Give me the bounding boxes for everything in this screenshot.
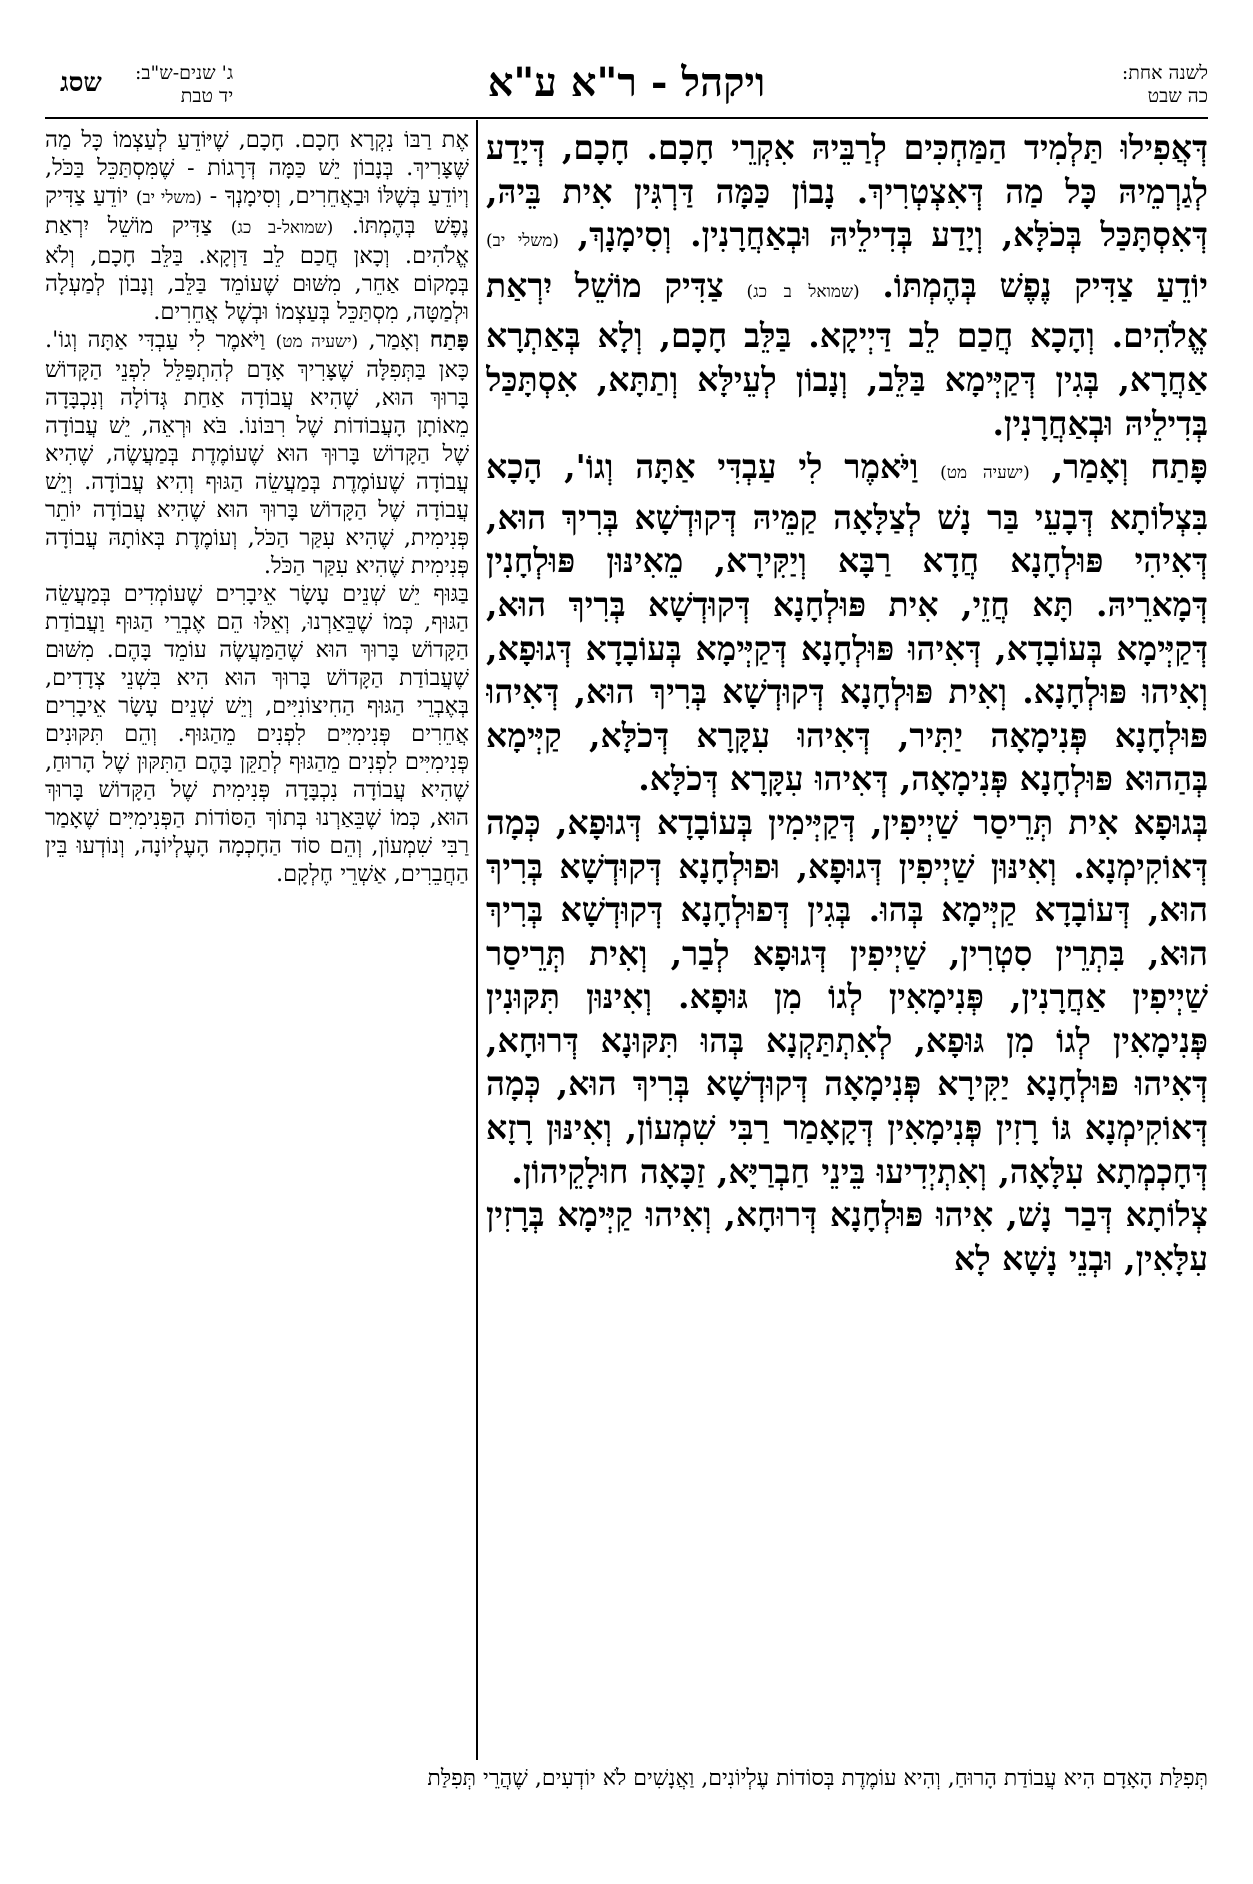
- header-schedule-three-years: [135, 62, 233, 108]
- translation-paragraph: בַּגּוּף יֵשׁ שְׁנֵים עָשָׂר אֵיבָרִים שֶׁעוֹמְדִים בְּמַעֲשֵׂה הַגּוּף, כְּמוֹ שֶׁבֵּאַרְנוּ, וְאֵלּוּ הֵם אֶבְרֵי הַגּוּף וַעֲבוֹדַת הַקָּדוֹשׁ בָּרוּךְ הוּא שֶׁהַמַּעֲשֶׂה עוֹמֵד בָּהֶם. מִשּׁוּם שֶׁעֲבוֹדַת הַקָּדוֹשׁ בָּרוּךְ הוּא הִיא בִּשְׁנֵי צְדָדִים, בְּאֶבְרֵי הַגּוּף הַחִיצוֹנִיִּים, וְיֵשׁ שְׁנֵים עָשָׂר אֵיבָרִים אֲחֵרִים פְּנִימִיִּים לִפְנִים מֵהַגּוּף. וְהֵם תִּקּוּנִים פְּנִימִיִּים לִפְנִים מֵהַגּוּף לְתַקֵּן בָּהֶם הַתִּקּוּן שֶׁל הָרוּחַ, שֶׁהִיא עֲבוֹדָה נִכְבָּדָה פְּנִימִית שֶׁל הַקָּדוֹשׁ בָּרוּךְ הוּא, כְּמוֹ שֶׁבֵּאַרְנוּ בְּתוֹךְ הַסּוֹדוֹת הַפְּנִימִיִּים שֶׁאָמַר רַבִּי שִׁמְעוֹן, וְהֵם סוֹד הַחָכְמָה הָעֶלְיוֹנָה, וְנוֹדְעוּ בֵּין הַחֲבֵרִים, אַשְׁרֵי חֶלְקָם.: [45, 581, 469, 887]
- paragraph-opener: פָּתַח: [429, 327, 469, 353]
- source-reference: (משלי יב): [486, 231, 559, 252]
- header-three-years-label: ג' שנים-ש"ב:: [135, 62, 234, 84]
- main-paragraph: צְלוֹתָא דְּבַר נָשׁ, אִיהוּ פּוּלְחָנָא דְּרוּחָא, וְאִיהוּ קַיְּימָא בְּרָזִין עִלָּאִין, וּבְנֵי נָשָׁא לָא: [486, 1195, 1208, 1278]
- main-paragraph: פָּתַח וְאָמַר, (ישעיה מט) וַיֹּאמֶר לִי עַבְדִּי אַתָּה וְגוֹ', הָכָא בִּצְלוֹתָא דְּבָעֵי בַּר נָשׁ לְצַלָּאָה קַמֵּיהּ דְּקוּדְשָׁא בְּרִיךְ הוּא, דְּאִיהִי פּוּלְחָנָא חֲדָא רַבָּא וְיַקִּירָא, מֵאִינּוּן פּוּלְחָנִין דְּמָארֵיהּ. תָּא חֲזֵי, אִית פּוּלְחָנָא דְּקוּדְשָׁא בְּרִיךְ הוּא, דְּקַיְּימָא בְּעוֹבָדָא, דְּאִיהוּ פּוּלְחָנָא דְּקַיְּימָא בְּעוֹבָדָא דְּגוּפָא, וְאִיהוּ פּוּלְחָנָא. וְאִית פּוּלְחָנָא דְּקוּדְשָׁא בְּרִיךְ הוּא, דְּאִיהוּ פּוּלְחָנָא פְּנִימָאָה יַתִּיר, דְּאִיהוּ עִקָּרָא דְּכֹלָּא, קַיְּימָא בְּהַהוּא פּוּלְחָנָא פְּנִימָאָה, דְּאִיהוּ עִקָּרָא דְּכֹלָּא.: [486, 447, 1208, 799]
- header-one-year-label: לשנה אחת:: [1121, 62, 1208, 84]
- translation-paragraph: פָּתַח וְאָמַר, (ישעיה מט) וַיֹּאמֶר לִי עַבְדִּי אַתָּה וְגוֹ'. כָּאן בַּתְּפִלָּה שֶׁצָּרִיךְ אָדָם לְהִתְפַּלֵּל לִפְנֵי הַקָּדוֹשׁ בָּרוּךְ הוּא, שֶׁהִיא עֲבוֹדָה אַחַת גְּדוֹלָה וְנִכְבָּדָה מֵאוֹתָן הָעֲבוֹדוֹת שֶׁל רִבּוֹנוֹ. בֹּא וּרְאֵה, יֵשׁ עֲבוֹדָה שֶׁל הַקָּדוֹשׁ בָּרוּךְ הוּא שֶׁעוֹמֶדֶת בְּמַעֲשֶׂה, שֶׁהִיא עֲבוֹדָה שֶׁעוֹמֶדֶת בְּמַעֲשֵׂה הַגּוּף וְהִיא עֲבוֹדָה. וְיֵשׁ עֲבוֹדָה שֶׁל הַקָּדוֹשׁ בָּרוּךְ הוּא שֶׁהִיא עֲבוֹדָה יוֹתֵר פְּנִימִית, שֶׁהִיא עִקַּר הַכֹּל, וְעוֹמֶדֶת בְּאוֹתָהּ עֲבוֹדָה פְּנִימִית שֶׁהִיא עִקַּר הַכֹּל.: [45, 327, 469, 579]
- column-divider: [476, 120, 478, 1760]
- paragraph-opener: פָּתַח: [1150, 447, 1208, 487]
- header-divider: [45, 117, 1208, 119]
- page-title: ויקהל - ר"א ע"א: [487, 59, 766, 106]
- main-text-column: [486, 126, 1208, 1760]
- main-paragraph: דְּאֲפִילוּ תַּלְמִיד הַמַּחְכִּים לְרַבֵּיהּ אִקְרֵי חָכָם. חָכָם, דְּיָדַע לְגַרְמֵיהּ כָּל מַה דְּאִצְטְרִיךְ. נָבוֹן כַּמָּה דַּרְגִּין אִית בֵּיהּ, דְּאִסְתָּכַּל בְּכֹלָּא, וְיָדַע בְּדִילֵיהּ וּבְאַחֲרָנִין. וְסִימָנָךְ, (משלי יב) יוֹדֵעַ צַדִּיק נֶפֶשׁ בְּהֶמְתּוֹ. (שמואל ב כג) צַדִּיק מוֹשֵׁל יִרְאַת אֱלֹהִים. וְהָכָא חֲכַם לֵב דַּיְיקָא. בַּלֵּב חָכָם, וְלָא בְּאַתְרָא אַחֲרָא, בְּגִין דְּקַיְּימָא בַּלֵּב, וְנָבוֹן לְעֵילָּא וְתַתָּא, אִסְתָּכַּל בְּדִילֵיהּ וּבְאַחֲרָנִין.: [486, 128, 1208, 443]
- translation-paragraph: אֶת רַבּוֹ נִקְרָא חָכָם. חָכָם, שֶׁיּוֹדֵעַ לְעַצְמוֹ כָּל מַה שֶּׁצָּרִיךְ. בְּנָבוֹן יֵשׁ כַּמָּה דְּרָגוֹת - שֶׁמִּסְתַּכֵּל בַּכֹּל, וְיוֹדֵעַ בְּשֶׁלּוֹ וּבַאֲחֵרִים, וְסִימָנְךָ - (משלי יב) יוֹדֵעַ צַדִּיק נֶפֶשׁ בְּהֶמְתּוֹ. (שמואל-ב כג) צַדִּיק מוֹשֵׁל יִרְאַת אֱלֹהִים. וְכָאן חֲכַם לֵב דַּוְקָא. בַּלֵּב חָכָם, וְלֹא בְּמָקוֹם אַחֵר, מִשּׁוּם שֶׁעוֹמֵד בַּלֵּב, וְנָבוֹן לְמַעְלָה וּלְמַטָּה, מִסְתַּכֵּל בְּעַצְמוֹ וּבְשֶׁל אֲחֵרִים.: [45, 127, 469, 325]
- source-reference: (שמואל ב כג): [746, 281, 860, 302]
- footer-continuation: תְּפִלַּת הָאָדָם הִיא עֲבוֹדַת הָרוּחַ, וְהִיא עוֹמֶדֶת בְּסוֹדוֹת עֶלְיוֹנִים, וַאֲנָשִׁים לֹא יוֹדְעִים, שֶׁהֲרֵי תְּפִלַּת: [427, 1766, 1208, 1791]
- page-header: [0, 60, 1253, 110]
- header-three-years-date: יד טבת: [180, 85, 234, 107]
- translation-column: [45, 126, 469, 1760]
- main-paragraph: בְּגוּפָא אִית תְּרֵיסַר שַׁיְיפִין, דְּקַיְּימִין בְּעוֹבָדָא דְּגוּפָא, כְּמָה דְּאוֹקִימְנָא. וְאִינּוּן שַׁיְיפִין דְּגוּפָא, וּפוּלְחָנָא דְּקוּדְשָׁא בְּרִיךְ הוּא, דְּעוֹבָדָא קַיְּימָא בְּהוּ. בְּגִין דְּפוּלְחָנָא דְּקוּדְשָׁא בְּרִיךְ הוּא, בִּתְרֵין סִטְרִין, שַׁיְיפִין דְּגוּפָא לְבַר, וְאִית תְּרֵיסַר שַׁיְיפִין אַחֲרָנִין, פְּנִימָאִין לְגוֹ מִן גּוּפָא. וְאִינּוּן תִּקּוּנִין פְּנִימָאִין לְגוֹ מִן גּוּפָא, לְאִתְתַּקְנָא בְּהוּ תִּקּוּנָא דְּרוּחָא, דְּאִיהוּ פּוּלְחָנָא יַקִּירָא פְּנִימָאָה דְּקוּדְשָׁא בְּרִיךְ הוּא, כְּמָה דְּאוֹקִימְנָא גּוֹ רָזִין פְּנִימָאִין דְּקָאָמַר רַבִּי שִׁמְעוֹן, וְאִינּוּן רָזָא דְּחָכְמְתָא עִלָּאָה, וְאִתְיְדִיעוּ בֵּינֵי חַבְרַיָּא, זַכָּאָה חוּלָקֵיהוֹן.: [486, 802, 1208, 1191]
- source-reference: (ישעיה מט): [940, 463, 1030, 484]
- page-number: שסג: [60, 68, 102, 98]
- source-reference: (משלי יב): [135, 188, 203, 208]
- source-reference: (שמואל-ב כג): [230, 218, 334, 238]
- source-reference: (ישעיה מט): [275, 332, 359, 352]
- header-one-year-date: כה שבט: [1147, 85, 1208, 107]
